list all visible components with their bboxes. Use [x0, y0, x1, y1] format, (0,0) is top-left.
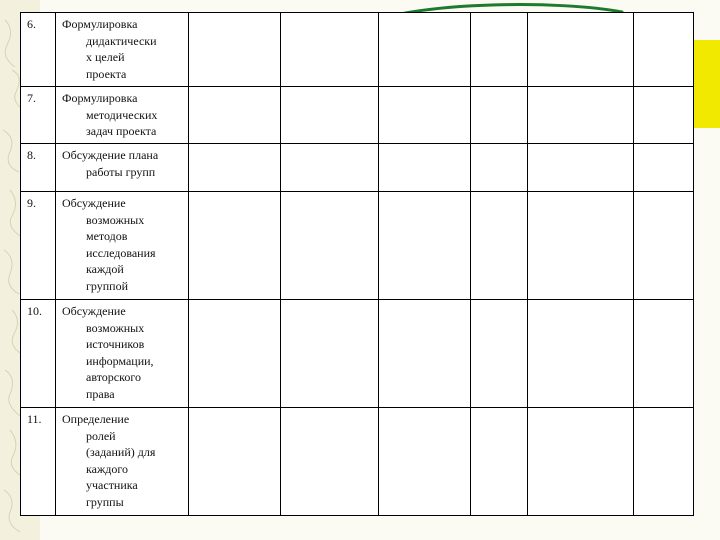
- task-text-line: группой: [86, 278, 129, 293]
- task-text-line: дидактически: [86, 33, 157, 48]
- empty-cell: [379, 408, 471, 516]
- task-text-line: работы групп: [86, 164, 156, 179]
- table-row: [21, 13, 694, 87]
- task-cell: [56, 192, 189, 300]
- task-text-line: авторского: [86, 370, 141, 385]
- empty-cell: [471, 408, 528, 516]
- empty-cell: [634, 192, 694, 300]
- empty-cell: [528, 87, 634, 144]
- empty-cell: [471, 300, 528, 408]
- empty-cell: [471, 13, 528, 87]
- empty-cell: [281, 13, 379, 87]
- task-text-line: х целей: [86, 50, 125, 65]
- empty-cell: [281, 144, 379, 192]
- empty-cell: [189, 13, 281, 87]
- task-cell: [56, 408, 189, 516]
- empty-cell: [528, 13, 634, 87]
- task-text-line: каждого: [86, 461, 128, 476]
- task-text-line: Формулировка: [62, 91, 138, 105]
- task-cell: [56, 87, 189, 144]
- empty-cell: [471, 144, 528, 192]
- empty-cell: [471, 192, 528, 300]
- row-number: 10.: [21, 300, 56, 408]
- task-text-line: возможных: [86, 320, 145, 335]
- task-text-line: группы: [86, 494, 124, 509]
- empty-cell: [634, 144, 694, 192]
- task-text-line: проекта: [86, 66, 127, 81]
- empty-cell: [189, 87, 281, 144]
- row-number: 7.: [21, 87, 56, 144]
- task-text-line: информации,: [86, 353, 154, 368]
- empty-cell: [281, 87, 379, 144]
- empty-cell: [528, 192, 634, 300]
- table-row: [21, 300, 694, 408]
- task-text-line: Определение: [62, 412, 130, 426]
- task-text-line: методов: [86, 229, 128, 244]
- task-text-line: каждой: [86, 262, 124, 277]
- task-text-line: права: [86, 386, 115, 401]
- task-text-line: Обсуждение плана: [62, 148, 159, 162]
- empty-cell: [379, 13, 471, 87]
- row-number: 11.: [21, 408, 56, 516]
- empty-cell: [189, 408, 281, 516]
- task-text-line: участника: [86, 478, 138, 493]
- empty-cell: [281, 300, 379, 408]
- row-number: 8.: [21, 144, 56, 192]
- empty-cell: [379, 144, 471, 192]
- empty-cell: [528, 144, 634, 192]
- task-text-line: Обсуждение: [62, 196, 126, 210]
- empty-cell: [189, 192, 281, 300]
- task-text-line: ролей: [86, 428, 116, 443]
- project-plan-table: [20, 12, 694, 516]
- empty-cell: [528, 408, 634, 516]
- empty-cell: [471, 87, 528, 144]
- empty-cell: [634, 13, 694, 87]
- table-row: [21, 144, 694, 192]
- empty-cell: [634, 300, 694, 408]
- empty-cell: [634, 408, 694, 516]
- empty-cell: [379, 192, 471, 300]
- task-text-line: источников: [86, 337, 145, 352]
- empty-cell: [281, 408, 379, 516]
- table-row: [21, 408, 694, 516]
- empty-cell: [189, 144, 281, 192]
- empty-cell: [634, 87, 694, 144]
- task-text-line: возможных: [86, 212, 145, 227]
- task-text-line: методических: [86, 107, 158, 122]
- empty-cell: [379, 300, 471, 408]
- table-row: [21, 87, 694, 144]
- empty-cell: [281, 192, 379, 300]
- row-number: 9.: [21, 192, 56, 300]
- task-text-line: задач проекта: [86, 124, 157, 139]
- task-cell: [56, 13, 189, 87]
- table-body: [21, 13, 694, 516]
- table-row: [21, 192, 694, 300]
- task-cell: [56, 144, 189, 192]
- task-text-line: Обсуждение: [62, 304, 126, 318]
- task-text-line: (заданий) для: [86, 445, 156, 460]
- empty-cell: [189, 300, 281, 408]
- row-number: 6.: [21, 13, 56, 87]
- empty-cell: [528, 300, 634, 408]
- task-text-line: исследования: [86, 245, 156, 260]
- empty-cell: [379, 87, 471, 144]
- task-cell: [56, 300, 189, 408]
- task-text-line: Формулировка: [62, 17, 138, 31]
